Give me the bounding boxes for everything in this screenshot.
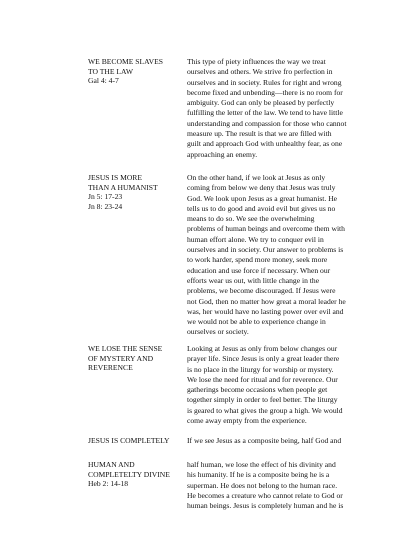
body-line: measure up. The result is that we are filled with — [187, 129, 332, 139]
body-line: He becomes a creature who cannot relate to God or — [187, 490, 343, 500]
body-line: God. We look upon Jesus as a great humanist. He — [187, 193, 338, 203]
body-line: On the other hand, if we look at Jesus as only — [187, 173, 326, 182]
heading-line: HUMAN AND — [88, 460, 135, 469]
body-line: is no place in the liturgy for worship or mystery. — [187, 364, 334, 374]
scripture-reference: Jn 8: 23-24 — [88, 201, 123, 211]
section-heading — [88, 57, 180, 86]
body-line: was, her would have no lasting power over evil and — [187, 306, 344, 316]
body-line: is geared to what gives the group a high. We would — [187, 405, 343, 415]
section-body — [187, 57, 383, 160]
body-line: fulfilling the letter of the law. We tend to have little — [187, 108, 343, 118]
heading-line: JESUS IS MORE — [88, 173, 143, 182]
body-line: ourselves and in society. Our answer to problems is — [187, 245, 344, 255]
section-body — [187, 436, 383, 446]
body-line: understanding and compassion for those who cannot — [187, 118, 347, 128]
body-line: We lose the need for ritual and for reverence. Our — [187, 374, 338, 384]
body-line: Looking at Jesus as only from below changes our — [187, 344, 338, 353]
section-heading — [88, 344, 180, 373]
section-heading — [88, 460, 180, 489]
body-line: human beings. Jesus is completely human and he is — [187, 501, 344, 511]
body-line: ourselves and in society. Rules for right and wrong — [187, 77, 342, 87]
body-line: This type of piety influences the way we treat — [187, 57, 326, 66]
heading-line: THAN A HUMANIST — [88, 182, 158, 192]
body-line: If we see Jesus as a composite being, half God and — [187, 436, 342, 445]
section-body — [187, 344, 383, 426]
body-line: gatherings become occasions when people get — [187, 385, 328, 395]
section-body — [187, 460, 383, 511]
body-line: we would not be able to experience change in — [187, 317, 326, 327]
body-line: not God, then no matter how great a moral leader he — [187, 296, 346, 306]
body-line: ourselves or society. — [187, 327, 249, 337]
body-line: coming from below we deny that Jesus was truly — [187, 183, 336, 193]
heading-line: WE LOSE THE SENSE — [88, 344, 163, 353]
scripture-reference: Heb 2: 14-18 — [88, 479, 129, 488]
body-line: come away empty from the experience. — [187, 416, 307, 426]
body-line: education and use force if necessary. When our — [187, 265, 331, 275]
body-line: ambiguity. God can only be pleased by perfectly — [187, 98, 335, 108]
body-line: problems of human beings and overcome them with — [187, 224, 345, 234]
body-line: efforts wear us out, with little change in the — [187, 275, 320, 285]
body-line: approaching an enemy. — [187, 149, 258, 159]
scripture-reference: Jn 5: 17-23 — [88, 192, 123, 201]
heading-line: JESUS IS COMPLETELY — [88, 436, 170, 445]
body-line: to work harder, spend more money, seek more — [187, 255, 328, 265]
body-line: problems, we become discouraged. If Jesus were — [187, 286, 336, 296]
body-line: prayer life. Since Jesus is only a great leader there — [187, 354, 340, 364]
body-line: his humanity. If he is a composite being he is a — [187, 470, 330, 480]
heading-line: REVERENCE — [88, 363, 133, 372]
body-line: ourselves and others. We strive fro perfection in — [187, 67, 333, 77]
body-line: human effort alone. We try to conquer evil in — [187, 234, 324, 244]
body-line: guilt and approach God with unhealthy fear, as one — [187, 139, 343, 149]
heading-line: TO THE LAW — [88, 66, 134, 76]
body-line: superman. He does not belong to the human race. — [187, 480, 338, 490]
body-line: become fixed and unbending—there is no room for — [187, 87, 343, 97]
scripture-reference: Gal 4: 4-7 — [88, 76, 119, 85]
section-heading — [88, 173, 180, 211]
body-line: half human, we lose the effect of his divinity and — [187, 460, 336, 469]
heading-line: WE BECOME SLAVES — [88, 57, 163, 66]
section-heading — [88, 436, 180, 446]
body-line: together simply in order to feel better. The liturgy — [187, 395, 338, 405]
body-line: tells us to do good and avoid evil but gives us no — [187, 203, 336, 213]
heading-line: OF MYSTERY AND — [88, 353, 154, 363]
heading-line: COMPLETELTY DIVINE — [88, 469, 170, 479]
body-line: means to do so. We see the overwhelming — [187, 214, 315, 224]
section-body — [187, 173, 383, 338]
